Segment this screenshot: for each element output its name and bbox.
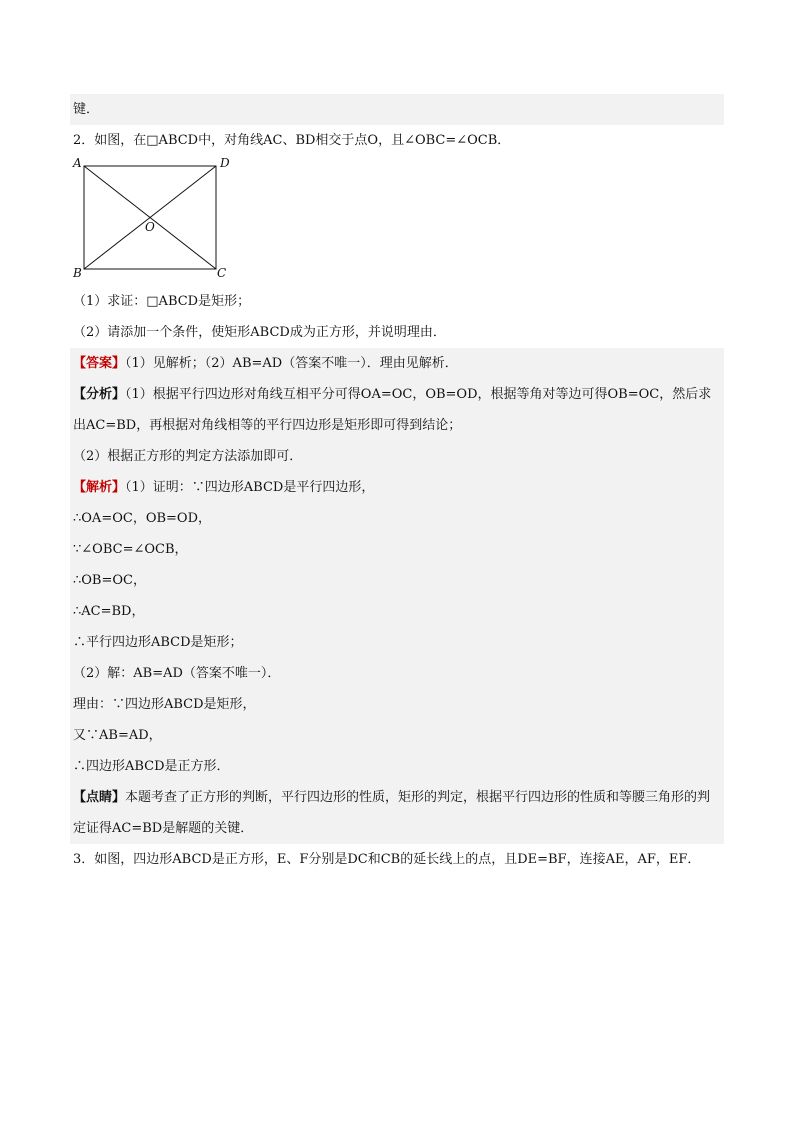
vertex-label-d: D [220,156,230,170]
question-1: （1）求证：□ABCD是矩形； [73,294,251,309]
answer-tag: 【答案】 [73,356,126,371]
analysis-line [70,379,724,441]
analysis-tag: 【分析】 [73,387,126,402]
solution-step: ∴AC=BD， [70,596,724,627]
text-line: 键． [70,94,724,125]
problem-2-statement: 2．如图，在□ABCD中，对角线AC、BD相交于点O，且∠OBC=∠OCB． [73,133,511,148]
analysis-line-2: （2）根据正方形的判定方法添加即可． [70,441,724,472]
analysis-text: （1）根据平行四边形对角线互相平分可得OA=OC，OB=OD，根据等角对等边可得OB=OC，然后求出AC=BD，再根据对角线相等的平行四边形是矩形即可得到结论； [73,387,712,433]
solution-step: 又∵AB=AD， [70,720,724,751]
solution-text: （1）证明：∵四边形ABCD是平行四边形， [125,480,375,495]
vertex-label-b: B [73,266,82,280]
solution-step: ∵∠OBC=∠OCB， [70,534,724,565]
answer-line [70,348,724,379]
solution-step: （2）解：AB=AD（答案不唯一）． [70,658,724,689]
solution-step: 理由：∵四边形ABCD是矩形， [70,689,724,720]
question-2: （2）请添加一个条件，使矩形ABCD成为正方形，并说明理由． [73,325,446,340]
answer-text: （1）见解析；（2）AB=AD（答案不唯一）．理由见解析． [125,356,458,371]
solution-step: ∴平行四边形ABCD是矩形； [70,627,724,658]
comment-tag: 【点睛】 [73,790,126,805]
point-label-o: O [145,220,155,234]
document-page [70,94,724,875]
rectangle-diagram [70,156,270,286]
problem-3-statement: 3．如图，四边形ABCD是正方形，E、F分别是DC和CB的延长线上的点，且DE=BF，连接AE，AF，EF． [73,852,701,867]
solution-step: ∴OB=OC， [70,565,724,596]
solution-tag: 【解析】 [73,480,126,495]
solution-line [70,472,724,503]
vertex-label-c: C [217,266,227,280]
solution-step: ∴四边形ABCD是正方形． [70,751,724,782]
vertex-label-a: A [73,156,82,170]
solution-step: ∴OA=OC，OB=OD， [70,503,724,534]
comment-text: 本题考查了正方形的判断，平行四边形的性质，矩形的判定，根据平行四边形的性质和等腰三角形的判定证得AC=BD是解题的关键． [73,790,711,836]
comment-line [70,782,724,844]
rectangle-figure [70,156,724,286]
